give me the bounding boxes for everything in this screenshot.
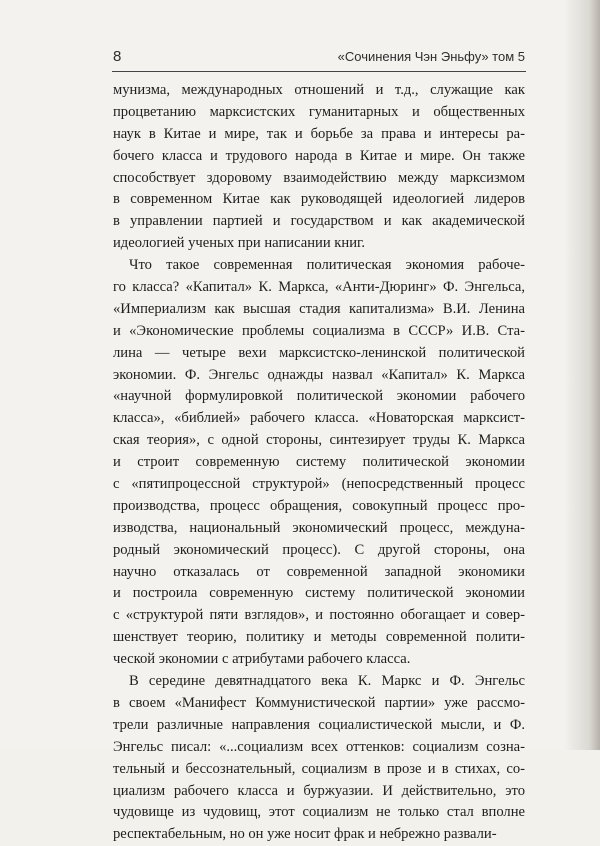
text-line: идеологией ученых при написании книг. bbox=[113, 235, 365, 252]
page-edge-shadow bbox=[564, 0, 600, 750]
page-header bbox=[113, 48, 525, 68]
text-line: экономии. Ф. Энгельс однажды назвал «Капитал» К. Маркса bbox=[113, 366, 525, 383]
text-line: процветанию марксистских гуманитарных и общественных bbox=[113, 103, 525, 120]
paragraph bbox=[113, 671, 525, 846]
text-line: способствует здоровому взаимодействию между марксизмом bbox=[113, 169, 525, 186]
text-line: в своем «Манифест Коммунистической партии» уже рассмо- bbox=[113, 694, 525, 711]
text-line: Что такое современная политическая экономия рабоче- bbox=[129, 257, 525, 274]
body-text bbox=[113, 80, 525, 846]
text-line: респектабельным, но он уже носит фрак и небрежно развали- bbox=[113, 826, 497, 843]
text-line: мунизма, международных отношений и т.д., служащие как bbox=[113, 82, 525, 98]
text-line: наук в Китае и мире, так и борьбе за права и интересы ра- bbox=[113, 125, 525, 142]
text-line: научно отказалась от современной западной экономики bbox=[113, 563, 525, 580]
page-number: 8 bbox=[113, 48, 122, 65]
text-line: тельный и бессознательный, социализм в прозе и в стихах, со- bbox=[113, 760, 525, 777]
text-line: ческой экономии с атрибутами рабочего класса. bbox=[113, 651, 411, 668]
text-line: «научной формулировкой политической экономии рабочего bbox=[113, 388, 525, 405]
text-line: и строит современную систему политической экономии bbox=[113, 454, 525, 471]
text-line: шенствует теорию, политику и методы современной полити- bbox=[113, 629, 525, 646]
text-line: трели различные направления социалистической мысли, и Ф. bbox=[113, 716, 525, 733]
running-title: «Сочинения Чэн Эньфу» том 5 bbox=[337, 49, 525, 64]
text-line: родный экономический процесс). С другой стороны, она bbox=[113, 541, 525, 558]
text-line: «Империализм как высшая стадия капитализма» В.И. Ленина bbox=[113, 300, 525, 317]
text-line: производства, процесс обращения, совокупный процесс про- bbox=[113, 497, 525, 514]
text-line: В середине девятнадцатого века К. Маркс и Ф. Энгельс bbox=[129, 673, 525, 690]
text-line: класса», «библией» рабочего класса. «Новаторская марксист- bbox=[113, 410, 525, 427]
paragraph bbox=[113, 80, 525, 255]
text-line: в управлении партией и государством и как академической bbox=[113, 213, 525, 230]
text-line: ская теория», с одной стороны, синтезирует труды К. Маркса bbox=[113, 432, 525, 449]
text-line: и «Экономические проблемы социализма в СССР» И.В. Ста- bbox=[113, 322, 525, 339]
text-line: с «структурой пяти взглядов», и постоянно обогащает и совер- bbox=[113, 607, 525, 624]
paragraph bbox=[113, 255, 525, 671]
text-line: лина — четыре вехи марксистско-ленинской политической bbox=[113, 344, 525, 361]
text-line: в современном Китае как руководящей идеологией лидеров bbox=[113, 191, 525, 208]
text-line: бочего класса и трудового народа в Китае и мире. Он также bbox=[113, 147, 525, 164]
text-line: с «пятипроцессной структурой» (непосредственный процесс bbox=[113, 476, 525, 493]
text-line: циализм рабочего класса и буржуазии. И действительно, это bbox=[113, 782, 525, 799]
text-line: чудовище из чудовищ, этот социализм не только стал вполне bbox=[113, 804, 525, 821]
text-line: Энгельс писал: «...социализм всех оттенков: социализм созна- bbox=[113, 738, 525, 755]
text-line: изводства, национальный экономический процесс, междуна- bbox=[113, 519, 525, 536]
text-line: и построила современную систему политической экономии bbox=[113, 585, 525, 602]
header-rule bbox=[112, 71, 526, 72]
text-line: го класса? «Капитал» К. Маркса, «Анти-Дюринг» Ф. Энгельса, bbox=[113, 279, 525, 296]
